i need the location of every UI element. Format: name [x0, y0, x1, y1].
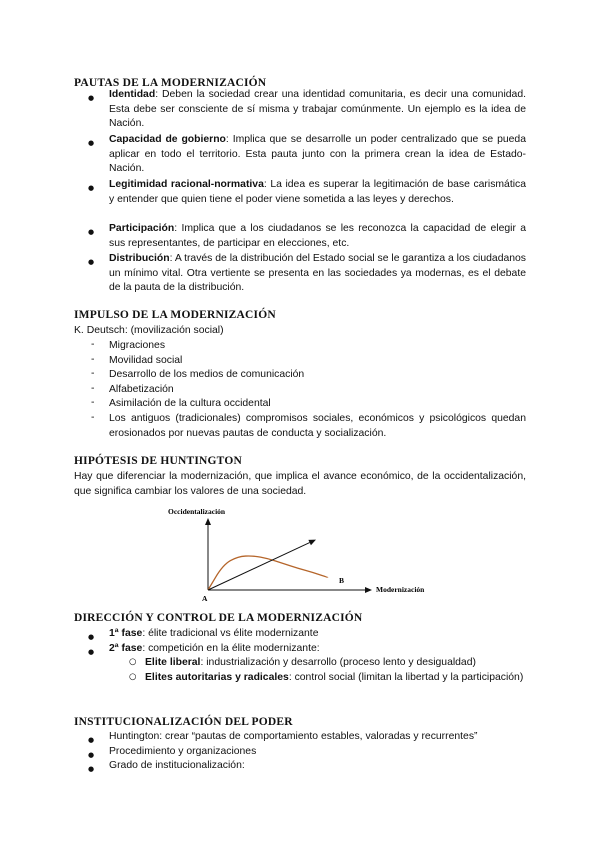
bullet-icon: ● — [88, 184, 95, 192]
dash-icon: - — [91, 412, 95, 423]
list-item: Procedimiento y organizaciones — [109, 746, 257, 757]
bullet-icon: ● — [88, 94, 95, 102]
series-curve — [208, 556, 328, 590]
dash-icon: - — [91, 339, 95, 350]
list-item: Migraciones — [109, 340, 166, 351]
list-item: Desarrollo de los medios de comunicación — [109, 369, 305, 380]
chart-ylabel: Occidentalización — [168, 507, 226, 516]
pauta-participacion: Participación: Implica que a los ciudadanos se les reconozca la capacidad de elegir a sus representantes, de participar en elecciones, etc. — [109, 223, 526, 249]
list-item: Huntington: crear “pautas de comportamiento estables, valoradas y recurrentes” — [109, 731, 478, 742]
fase-2: 2ª fase: competición en la élite modernizante: — [109, 643, 320, 654]
list-item: Alfabetización — [109, 384, 174, 395]
list-item: Grado de institucionalización: — [109, 760, 245, 771]
huntington-text: Hay que diferenciar la modernización, que implica el avance económico, de la occidentalización, que significa cambiar los valores de una sociedad. — [74, 471, 526, 497]
dash-icon: - — [91, 354, 95, 365]
elite-liberal: Elite liberal: industrialización y desarrollo (proceso lento y desigualdad) — [145, 657, 476, 668]
dash-icon: - — [91, 383, 95, 394]
heading-pautas: PAUTAS DE LA MODERNIZACIÓN — [74, 77, 267, 89]
pauta-legitimidad: Legitimidad racional-normativa: La idea es superar la legitimación de base carismática y entender que quien tiene el poder viene sometida a las leyes y derechos. — [109, 179, 526, 205]
circle-bullet-icon: ○ — [129, 657, 137, 667]
bullet-icon: ● — [88, 765, 95, 773]
bullet-icon: ● — [88, 139, 95, 147]
chart-xlabel: Modernización — [376, 585, 425, 594]
pauta-capacidad: Capacidad de gobierno: Implica que se desarrolle un poder centralizado que se pueda aplicar en todo el territorio. Esta pauta junto con la primera crean la idea de Estado-Nación. — [109, 134, 526, 175]
y-axis-arrow — [205, 518, 211, 525]
chart-origin-label: A — [202, 594, 208, 603]
heading-direccion: DIRECCIÓN Y CONTROL DE LA MODERNIZACIÓN — [74, 612, 363, 624]
modernization-chart — [0, 504, 600, 614]
dash-icon: - — [91, 368, 95, 379]
impulso-intro: K. Deutsch: (movilización social) — [74, 325, 224, 336]
list-item: Movilidad social — [109, 355, 183, 366]
fase-1: 1ª fase: élite tradicional vs élite modernizante — [109, 628, 319, 639]
chart-point-label: B — [339, 576, 345, 585]
bullet-icon: ● — [88, 751, 95, 759]
elites-autoritarias: Elites autoritarias y radicales: control social (limitan la libertad y la participación) — [145, 672, 524, 683]
list-item: Asimilación de la cultura occidental — [109, 398, 271, 409]
bullet-icon: ● — [88, 633, 95, 641]
circle-bullet-icon: ○ — [129, 672, 137, 682]
heading-impulso: IMPULSO DE LA MODERNIZACIÓN — [74, 309, 276, 321]
pauta-identidad: Identidad: Deben la sociedad crear una identidad comunitaria, es decir una comunidad. Esta debe ser consciente de sí misma y trabajar comúnmente. Un ejemplo es la idea de Nación. — [109, 89, 526, 130]
x-axis-arrow — [365, 587, 372, 593]
bullet-icon: ● — [88, 648, 95, 656]
bullet-icon: ● — [88, 736, 95, 744]
dash-icon: - — [91, 397, 95, 408]
heading-institucionalizacion: INSTITUCIONALIZACIÓN DEL PODER — [74, 716, 293, 728]
heading-huntington: HIPÓTESIS DE HUNTINGTON — [74, 455, 242, 467]
bullet-icon: ● — [88, 228, 95, 236]
bullet-icon: ● — [88, 258, 95, 266]
list-item: Los antiguos (tradicionales) compromisos sociales, económicos y psicológicos quedan erosionados por nuevas pautas de conducta y socialización. — [109, 413, 526, 439]
pauta-distribucion: Distribución: A través de la distribución del Estado social se le garantiza a los ciudadanos un mínimo vital. Otra vertiente se presenta en las sociedades ya modernas, es el debate de la pauta de la distribución. — [109, 253, 527, 294]
